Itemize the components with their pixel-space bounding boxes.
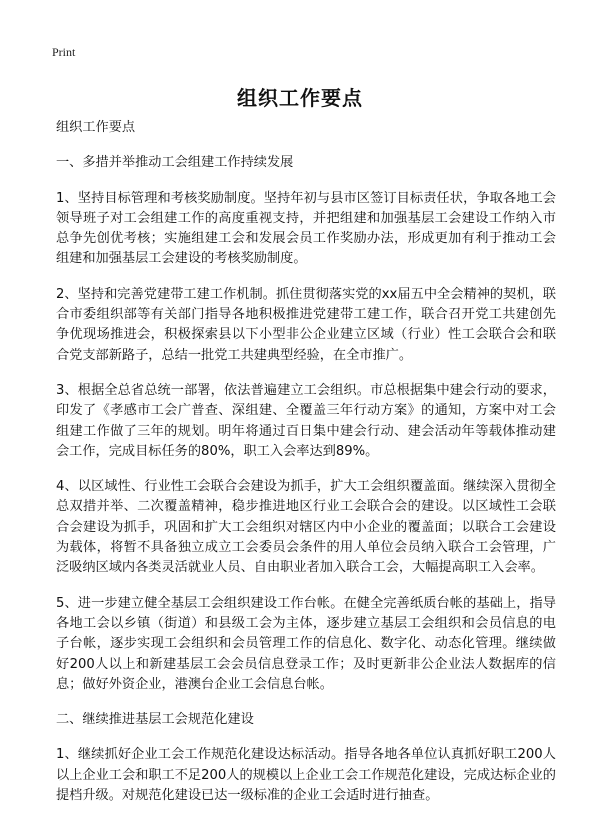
section-heading: 二、继续推进基层工会规范化建设 [56, 712, 254, 728]
paragraph: 1、坚持目标管理和考核奖励制度。坚持年初与县市区签订目标责任状，争取各地工会领导班子对工会组建工作的高度重视支持，并把组建和加强基层工会建设工作纳入市总争先创优考核；实施组建工会和发展会员工作奖励办法，形成更加有利于推动工会组建和加强基层工会建设的考核奖励制度。 [56, 190, 556, 267]
paragraph: 1、继续抓好企业工会工作规范化建设达标活动。指导各地各单位认真抓好职工200人以上企业工会和职工不足200人的规模以上企业工会工作规范化建设，完成达标企业的提档升级。对规范化建设已达一级标准的企业工会适时进行抽查。 [56, 747, 556, 804]
document-body [56, 118, 556, 821]
document-title: 组织工作要点 [237, 86, 363, 110]
section-heading: 一、多措并举推动工会组建工作持续发展 [56, 155, 294, 171]
paragraph: 2、坚持和完善党建带工建工作机制。抓住贯彻落实党的xx届五中全会精神的契机，联合市委组织部等有关部门指导各地积极推进党建带工建工作，联合召开党工共建创先争优现场推进会，积极探索县以下小型非公企业建立区域（行业）性工会联合会和联合党支部新路子，总结一批党工共建典型经验，在全市推广。 [56, 286, 556, 363]
paragraph: 5、进一步建立健全基层工会组织建设工作台帐。在健全完善纸质台帐的基础上，指导各地工会以乡镇（街道）和县级工会为主体，逐步建立基层工会组织和会员信息的电子台帐，逐步实现工会组织和会员管理工作的信息化、数字化、动态化管理。继续做好200人以上和新建基层工会会员信息登录工作；及时更新非公企业法人数据库的信息；做好外资企业，港澳台企业工会信息台帐。 [56, 595, 556, 692]
paragraph: 3、根据全总省总统一部署，依法普遍建立工会组织。市总根据集中建会行动的要求，印发了《孝感市工会广普查、深组建、全覆盖三年行动方案》的通知，方案中对工会组建工作做了三年的规划。明年将通过百日集中建会行动、建会活动年等载体推动建会工作，完成目标任务的80%，职工入会率达到89%。 [56, 382, 556, 459]
paragraph: 4、以区域性、行业性工会联合会建设为抓手，扩大工会组织覆盖面。继续深入贯彻全总双措并举、二次覆盖精神，稳步推进地区行业工会联合会的建设。以区域性工会联合会建设为抓手，巩固和扩大工会组织对辖区内中小企业的覆盖面；以联合工会建设为载体，将暂不具备独立成立工会委员会条件的用人单位会员纳入联合工会管理，广泛吸纳区域内各类灵活就业人员、自由职业者加入联合工会，大幅提高职工入会率。 [56, 479, 556, 576]
print-label: Print [52, 45, 76, 59]
document-subtitle: 组织工作要点 [56, 120, 136, 135]
